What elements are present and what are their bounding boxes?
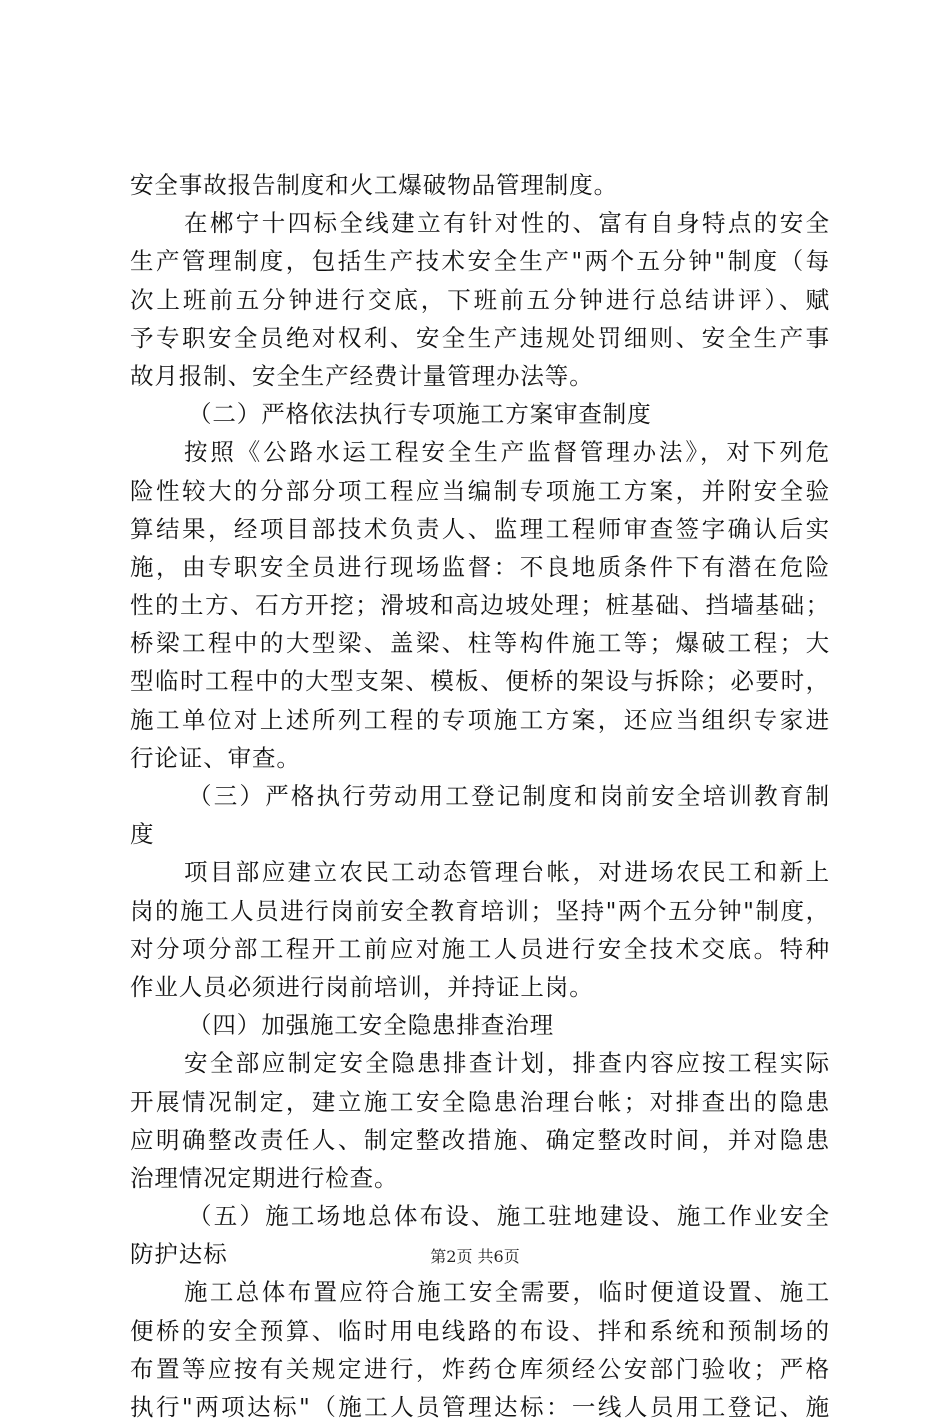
page-number-label: 第2页 共6页 (430, 1247, 520, 1266)
text-line: 施工总体布置应符合施工安全需要，临时便道设置、施工 (184, 1278, 830, 1307)
text-line: 项目部应建立农民工动态管理台帐，对进场农民工和新上 (184, 858, 830, 887)
text-line: 型临时工程中的大型支架、模板、便桥的架设与拆除；必要时， (130, 667, 830, 696)
text-line: 对分项分部工程开工前应对施工人员进行安全技术交底。特种 (130, 934, 830, 963)
text-line: 施，由专职安全员进行现场监督：不良地质条件下有潜在危险 (130, 552, 830, 581)
text-line: 予专职安全员绝对权利、安全生产违规处罚细则、安全生产事 (130, 323, 830, 352)
text-line: 执行"两项达标"（施工人员管理达标：一线人员用工登记、施 (130, 1393, 830, 1421)
text-line: 故月报制、安全生产经费计量管理办法等。 (130, 361, 594, 390)
section-heading-continued: 防护达标 (130, 1240, 228, 1269)
text-line: 作业人员必须进行岗前培训，并持证上岗。 (130, 972, 594, 1001)
text-line: 安全部应制定安全隐患排查计划，排查内容应按工程实际 (184, 1049, 830, 1078)
text-line: 在郴宁十四标全线建立有针对性的、富有自身特点的安全 (184, 209, 830, 238)
text-line: 开展情况制定，建立施工安全隐患治理台帐；对排查出的隐患 (130, 1087, 830, 1116)
section-heading: （五）施工场地总体布设、施工驻地建设、施工作业安全 (188, 1202, 830, 1231)
text-line: 应明确整改责任人、制定整改措施、确定整改时间，并对隐患 (130, 1125, 830, 1154)
text-line: 次上班前五分钟进行交底，下班前五分钟进行总结讲评）、赋 (130, 285, 830, 314)
text-line: 性的土方、石方开挖；滑坡和高边坡处理；桩基础、挡墙基础； (130, 591, 830, 620)
section-heading-continued: 度 (130, 820, 155, 849)
page-footer (0, 1244, 950, 1267)
text-line: 按照《公路水运工程安全生产监督管理办法》，对下列危 (184, 438, 830, 467)
text-line: 险性较大的分部分项工程应当编制专项施工方案，并附安全验 (130, 476, 830, 505)
text-line: 行论证、审查。 (130, 743, 301, 772)
section-heading: （二）严格依法执行专项施工方案审查制度 (188, 400, 652, 429)
text-line: 治理情况定期进行检查。 (130, 1163, 399, 1192)
text-line: 岗的施工人员进行岗前安全教育培训；坚持"两个五分钟"制度， (130, 896, 830, 925)
text-line: 桥梁工程中的大型梁、盖梁、柱等构件施工等；爆破工程；大 (130, 629, 830, 658)
text-line: 安全事故报告制度和火工爆破物品管理制度。 (130, 171, 618, 199)
text-line: 施工单位对上述所列工程的专项施工方案，还应当组织专家进 (130, 705, 830, 734)
text-line: 生产管理制度，包括生产技术安全生产"两个五分钟"制度（每 (130, 247, 830, 276)
text-line: 算结果，经项目部技术负责人、监理工程师审查签字确认后实 (130, 514, 830, 543)
text-line: 便桥的安全预算、临时用电线路的布设、拌和系统和预制场的 (130, 1316, 830, 1345)
text-line: 布置等应按有关规定进行，炸药仓库须经公安部门验收；严格 (130, 1354, 830, 1383)
document-body (130, 166, 830, 1426)
section-heading: （三）严格执行劳动用工登记制度和岗前安全培训教育制 (188, 782, 830, 810)
section-heading: （四）加强施工安全隐患排查治理 (188, 1011, 554, 1040)
